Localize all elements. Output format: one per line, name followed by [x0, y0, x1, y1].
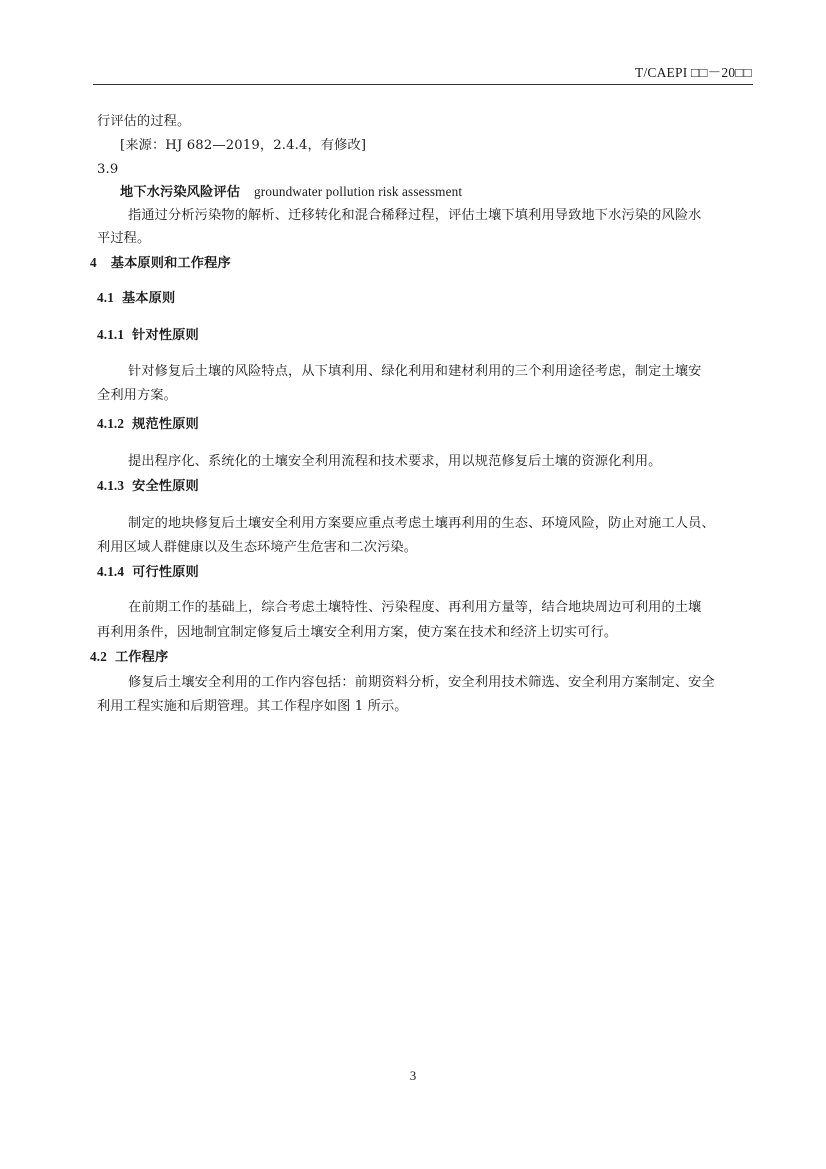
- section-4-2-paragraph-line-2: 利用工程实施和后期管理。其工作程序如图 1 所示。: [97, 699, 408, 714]
- source-note: [来源：HJ 682—2019，2.4.4，有修改]: [120, 138, 367, 153]
- section-4-1-title: 基本原则: [121, 291, 176, 306]
- section-4-1-1-number: 4.1.1: [97, 327, 125, 342]
- term-chinese: 地下水污染风险评估: [120, 185, 241, 200]
- section-4-1-4-heading: [97, 562, 199, 583]
- section-4-1-2-number: 4.1.2: [97, 416, 125, 431]
- section-4-2-number: 4.2: [90, 649, 107, 664]
- section-4-2-paragraph-line-1: 修复后土壤安全利用的工作内容包括：前期资料分析，安全利用技术筛选、安全利用方案制定、安全: [128, 675, 715, 690]
- section-4-title: 基本原则和工作程序: [110, 256, 231, 271]
- section-4-1-3-paragraph-line-1: 制定的地块修复后土壤安全利用方案要应重点考虑土壤再利用的生态、环境风险，防止对施工人员、: [128, 516, 715, 531]
- section-4-1-4-paragraph-line-2: 再利用条件，因地制宜制定修复后土壤安全利用方案，使方案在技术和经济上切实可行。: [97, 625, 618, 640]
- section-4-1-2-heading: [97, 414, 199, 435]
- header-rule: [93, 84, 753, 85]
- term-number: 3.9: [97, 162, 119, 177]
- section-4-1-4-paragraph-line-1: 在前期工作的基础上，综合考虑土壤特性、污染程度、再利用方量等，结合地块周边可利用的土壤: [128, 600, 702, 615]
- term-definition-line-1: 指通过分析污染物的解析、迁移转化和混合稀释过程，评估土壤下填利用导致地下水污染的风险水: [128, 208, 702, 223]
- paragraph-continuation: 行评估的过程。: [97, 114, 191, 129]
- section-4-number: 4: [90, 255, 97, 270]
- section-4-1-4-number: 4.1.4: [97, 564, 125, 579]
- term-definition-line-2: 平过程。: [97, 231, 151, 246]
- section-4-1-1-title: 针对性原则: [132, 328, 199, 343]
- section-4-2-heading: [90, 647, 168, 668]
- section-4-1-3-paragraph-line-2: 利用区域人群健康以及生态环境产生危害和二次污染。: [97, 540, 418, 555]
- section-4-1-3-number: 4.1.3: [97, 478, 125, 493]
- section-4-1-2-paragraph-line-1: 提出程序化、系统化的土壤安全利用流程和技术要求，用以规范修复后土壤的资源化利用。: [128, 454, 662, 469]
- section-4-1-1-paragraph-line-2: 全利用方案。: [97, 388, 178, 403]
- section-4-1-number: 4.1: [97, 290, 114, 305]
- section-4-1-1-paragraph-line-1: 针对修复后土壤的风险特点，从下填利用、绿化利用和建材利用的三个利用途径考虑，制定土壤安: [128, 364, 702, 379]
- page-number: 3: [409, 1068, 417, 1083]
- section-4-1-3-heading: [97, 476, 199, 497]
- section-4-1-4-title: 可行性原则: [132, 565, 199, 580]
- term-english: groundwater pollution risk assessment: [254, 184, 463, 199]
- section-4-1-heading: [97, 288, 175, 309]
- term-heading: [120, 182, 462, 203]
- section-4-1-2-title: 规范性原则: [132, 417, 199, 432]
- standard-code-header: T/CAEPI □□－20□□: [635, 65, 752, 80]
- section-4-1-3-title: 安全性原则: [132, 479, 199, 494]
- section-4-heading: [90, 253, 231, 274]
- section-4-1-1-heading: [97, 325, 199, 346]
- section-4-2-title: 工作程序: [114, 650, 169, 665]
